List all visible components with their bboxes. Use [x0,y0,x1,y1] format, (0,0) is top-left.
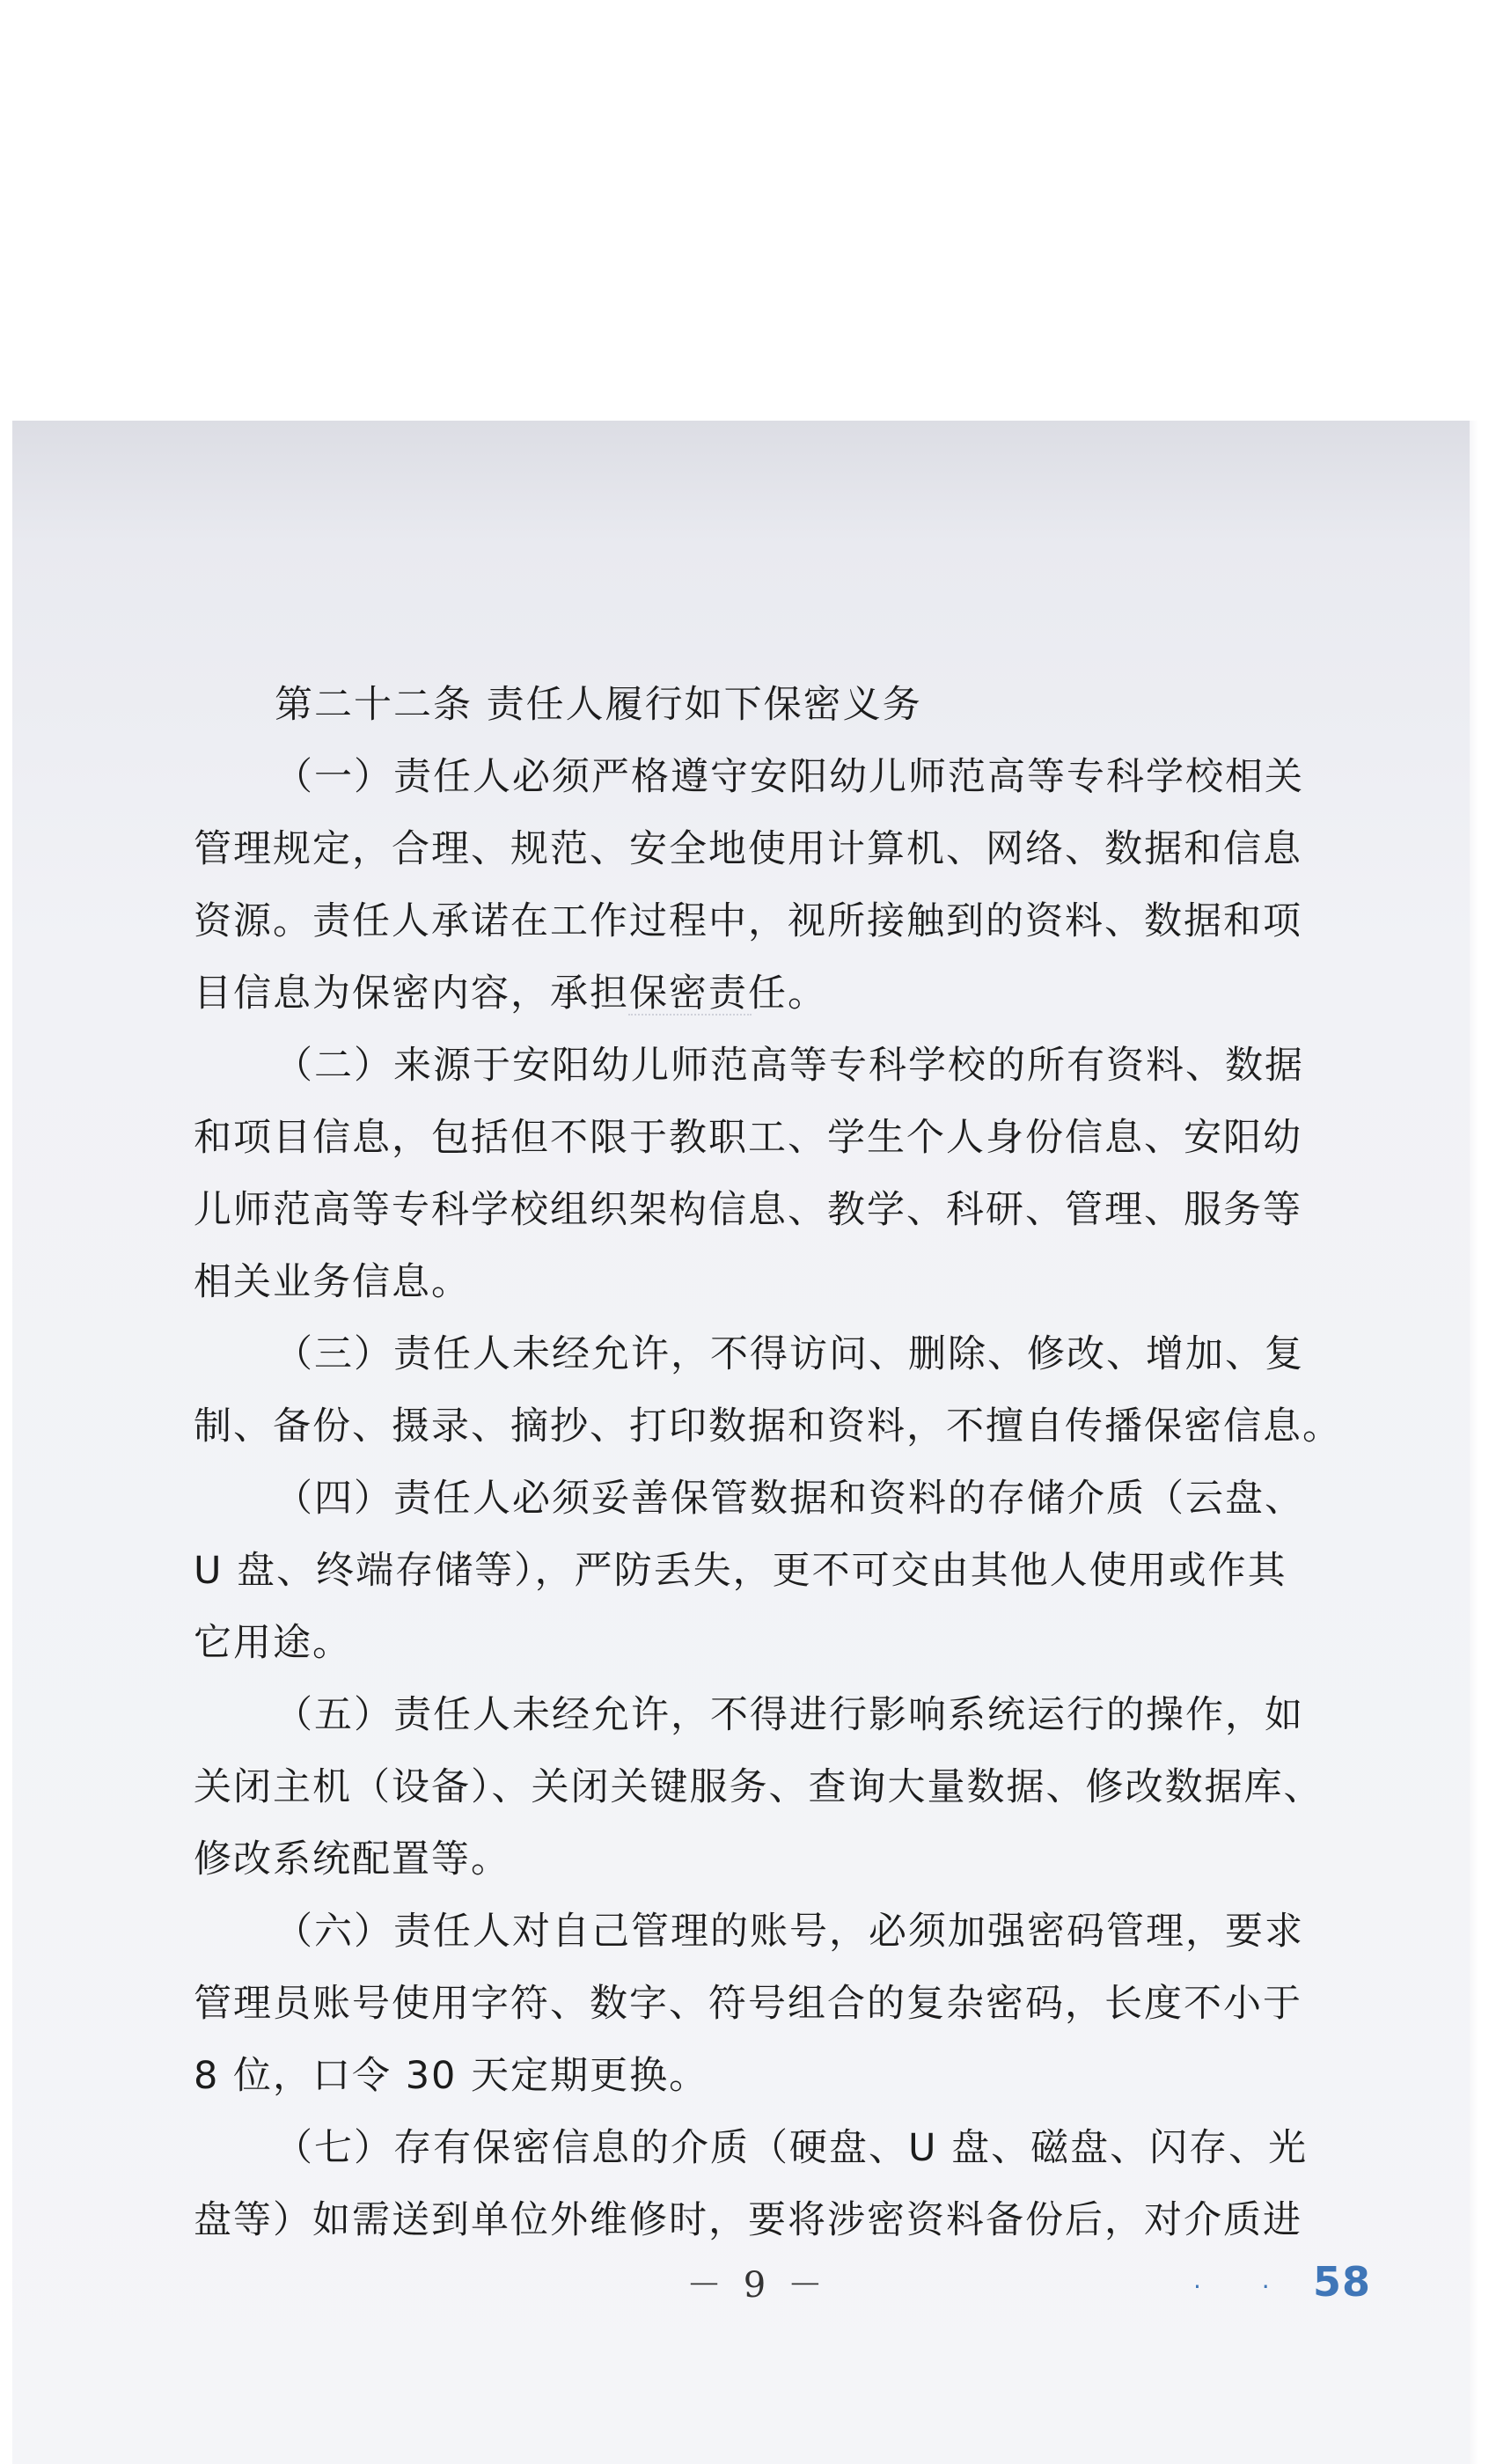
paragraph-line: 儿师范高等专科学校组织架构信息、教学、科研、管理、服务等 [194,1188,1302,1232]
paragraph-line: （二）来源于安阳幼儿师范高等专科学校的所有资料、数据 [275,1044,1304,1088]
paragraph-line: （一）责任人必须严格遵守安阳幼儿师范高等专科学校相关 [275,755,1304,799]
stamp-number: 58 [1313,2258,1372,2306]
paragraph [194,1030,1304,1318]
paragraph-list [194,741,1342,2256]
paragraph [194,741,1304,1030]
paragraph-line: 关闭主机（设备）、关闭关键服务、查询大量数据、修改数据库、 [194,1765,1324,1809]
article-heading: 第二十二条 责任人履行如下保密义务 [275,683,922,727]
stamp-dots: · · [1193,2272,1296,2301]
paragraph-line: 目信息为保密内容，承担保密责任。 [194,972,827,1016]
paragraph-line: 管理规定，合理、规范、安全地使用计算机、网络、数据和信息 [194,827,1302,871]
page-number: － 9 － [686,2265,828,2306]
paragraph-line: 8 位，口令 30 天定期更换。 [194,2054,709,2098]
paragraph [194,1896,1304,2112]
paragraph-line: （三）责任人未经允许，不得访问、删除、修改、增加、复 [275,1332,1304,1376]
paragraph [194,2112,1309,2256]
paragraph-line: （四）责任人必须妥善保管数据和资料的存储介质（云盘、 [275,1477,1304,1521]
document-body [194,669,1342,2256]
paragraph-line: （六）责任人对自己管理的账号，必须加强密码管理，要求 [275,1910,1304,1954]
page-edge [1470,421,1478,2464]
paragraph [194,1318,1342,1463]
paragraph-line: 它用途。 [194,1621,352,1665]
paragraph-line: （七）存有保密信息的介质（硬盘、U 盘、磁盘、闪存、光 [275,2126,1309,2170]
paragraph-line: 盘等）如需送到单位外维修时，要将涉密资料备份后，对介质进 [194,2198,1302,2242]
paragraph [194,1463,1304,1679]
paragraph-line: 资源。责任人承诺在工作过程中，视所接触到的资料、数据和项 [194,899,1302,943]
paragraph-line: 制、备份、摄录、摘抄、打印数据和资料，不擅自传播保密信息。 [194,1404,1342,1448]
paragraph-line: （五）责任人未经允许，不得进行影响系统运行的操作，如 [275,1693,1304,1737]
paragraph [194,1679,1324,1896]
paragraph-line: 管理员账号使用字符、数字、符号组合的复杂密码，长度不小于 [194,1982,1302,2026]
paragraph-line: U 盘、终端存储等），严防丢失，更不可交由其他人使用或作其 [194,1549,1287,1593]
paragraph-line: 和项目信息，包括但不限于教职工、学生个人身份信息、安阳幼 [194,1116,1302,1160]
paragraph-line: 相关业务信息。 [194,1260,471,1304]
paragraph-line: 修改系统配置等。 [194,1837,510,1881]
